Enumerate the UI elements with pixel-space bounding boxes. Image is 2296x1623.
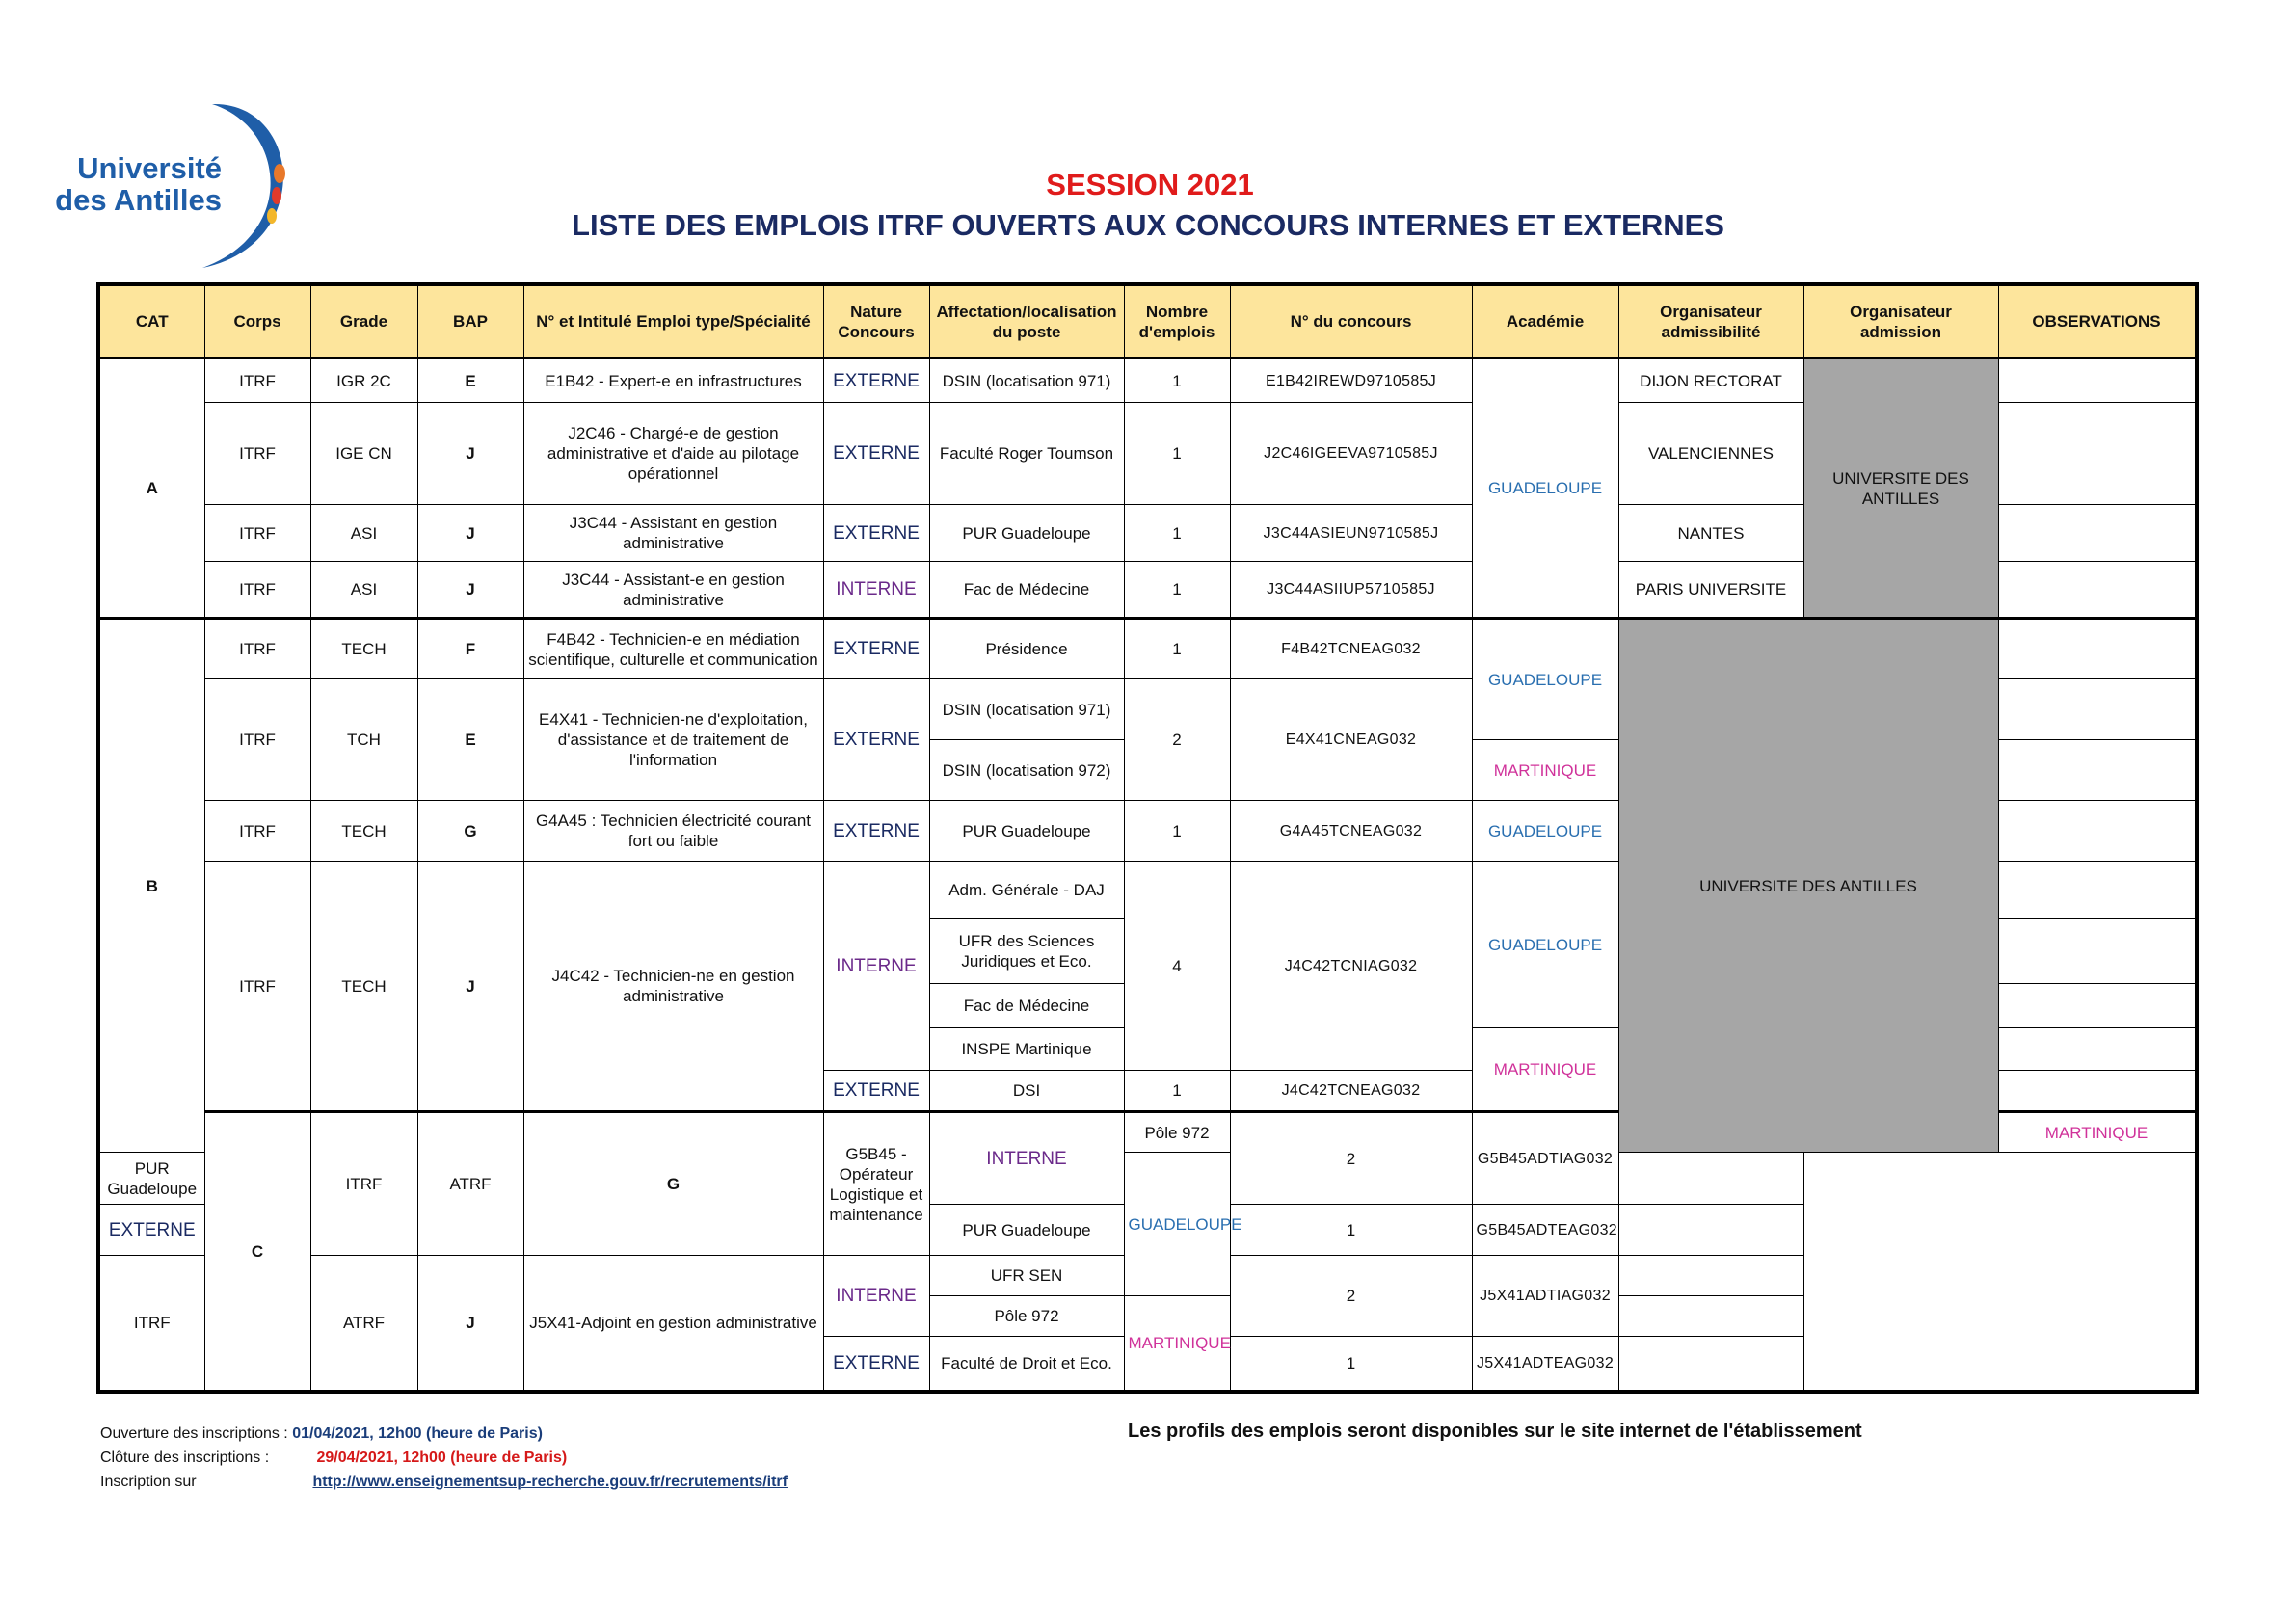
observations-cell xyxy=(1998,505,2195,562)
nature-cell: INTERNE xyxy=(823,562,929,619)
affectation-cell: DSIN (locatisation 971) xyxy=(929,679,1124,740)
nombre-cell: 1 xyxy=(1230,1337,1472,1392)
bap-cell: J xyxy=(417,1256,523,1392)
ouverture-label: Ouverture des inscriptions : xyxy=(100,1425,288,1442)
nombre-cell: 1 xyxy=(1124,505,1230,562)
nombre-cell: 1 xyxy=(1124,403,1230,505)
emploi-cell: J3C44 - Assistant-e en gestion administrative xyxy=(523,562,823,619)
col-header-emploi: N° et Intitulé Emploi type/Spécialité xyxy=(523,284,823,359)
academie-cell: MARTINIQUE xyxy=(1472,740,1618,801)
nombre-cell: 1 xyxy=(1124,801,1230,862)
concours-cell: J5X41ADTIAG032 xyxy=(1472,1256,1618,1337)
observations-cell xyxy=(1618,1205,1803,1256)
affectation-cell: INSPE Martinique xyxy=(929,1028,1124,1071)
grade-cell: TCH xyxy=(310,679,417,801)
observations-cell xyxy=(1998,619,2195,679)
org-admission-cell: UNIVERSITE DES ANTILLES xyxy=(1803,359,1998,619)
nombre-cell: 1 xyxy=(1230,1205,1472,1256)
nature-cell: EXTERNE xyxy=(823,359,929,403)
bap-cell: F xyxy=(417,619,523,679)
page-header xyxy=(0,168,2296,243)
observations-cell xyxy=(1998,403,2195,505)
affectation-cell: Présidence xyxy=(929,619,1124,679)
table-row xyxy=(98,359,2197,403)
emploi-cell: G4A45 : Technicien électricité courant fort ou faible xyxy=(523,801,823,862)
academie-cell: MARTINIQUE xyxy=(1472,1028,1618,1112)
page-title: LISTE DES EMPLOIS ITRF OUVERTS AUX CONCOURS INTERNES ET EXTERNES xyxy=(572,208,1724,242)
nature-cell: INTERNE xyxy=(929,1112,1124,1205)
academie-cell: MARTINIQUE xyxy=(1998,1112,2195,1153)
concours-cell: J3C44ASIIUP5710585J xyxy=(1230,562,1472,619)
col-header-academie: Académie xyxy=(1472,284,1618,359)
ouverture-value: 01/04/2021, 12h00 (heure de Paris) xyxy=(292,1425,543,1442)
academie-cell: MARTINIQUE xyxy=(1124,1296,1230,1392)
col-header-nombre: Nombre d'emplois xyxy=(1124,284,1230,359)
concours-cell: J4C42TCNEAG032 xyxy=(1230,1071,1472,1112)
observations-cell xyxy=(1998,1028,2195,1071)
corps-cell: ITRF xyxy=(310,1112,417,1256)
col-header-corps: Corps xyxy=(204,284,310,359)
col-header-org-admission: Organisateur admission xyxy=(1803,284,1998,359)
nature-cell: EXTERNE xyxy=(823,679,929,801)
org-admissibilite-cell: NANTES xyxy=(1618,505,1803,562)
grade-cell: IGE CN xyxy=(310,403,417,505)
inscription-link[interactable]: http://www.enseignementsup-recherche.gouv.fr/recrutements/itrf xyxy=(312,1474,788,1490)
observations-cell xyxy=(1998,1071,2195,1112)
bap-cell: E xyxy=(417,679,523,801)
emploi-cell: E4X41 - Technicien-ne d'exploitation, d'assistance et de traitement de l'information xyxy=(523,679,823,801)
concours-cell: J3C44ASIEUN9710585J xyxy=(1230,505,1472,562)
affectation-cell: UFR SEN xyxy=(929,1256,1124,1296)
academie-cell: GUADELOUPE xyxy=(1124,1153,1230,1296)
affectation-cell: Faculté de Droit et Eco. xyxy=(929,1337,1124,1392)
nature-cell: INTERNE xyxy=(823,862,929,1071)
grade-cell: ASI xyxy=(310,562,417,619)
organisateur-cell: UNIVERSITE DES ANTILLES xyxy=(1618,619,1998,1153)
concours-cell: J2C46IGEEVA9710585J xyxy=(1230,403,1472,505)
emploi-cell: J4C42 - Technicien-ne en gestion administrative xyxy=(523,862,823,1112)
nature-cell: EXTERNE xyxy=(823,619,929,679)
profiles-note: Les profils des emplois seront disponibles sur le site internet de l'établissement xyxy=(1128,1421,1862,1442)
observations-cell xyxy=(1618,1153,1803,1205)
grade-cell: ATRF xyxy=(310,1256,417,1392)
observations-cell xyxy=(2196,1112,2197,1153)
bap-cell: J xyxy=(417,505,523,562)
nature-cell: EXTERNE xyxy=(823,403,929,505)
inscription-label: Inscription sur xyxy=(100,1474,197,1490)
corps-cell: ITRF xyxy=(204,679,310,801)
bap-cell: J xyxy=(417,862,523,1112)
grade-cell: TECH xyxy=(310,801,417,862)
cat-cell: C xyxy=(204,1112,310,1392)
concours-cell: J4C42TCNIAG032 xyxy=(1230,862,1472,1071)
nombre-cell: 2 xyxy=(1230,1112,1472,1205)
org-admissibilite-cell: DIJON RECTORAT xyxy=(1618,359,1803,403)
affectation-cell: Fac de Médecine xyxy=(929,562,1124,619)
nombre-cell: 1 xyxy=(1124,359,1230,403)
corps-cell: ITRF xyxy=(204,505,310,562)
nature-cell: EXTERNE xyxy=(823,801,929,862)
col-header-bap: BAP xyxy=(417,284,523,359)
observations-cell xyxy=(1998,919,2195,984)
observations-cell xyxy=(1998,359,2195,403)
corps-cell: ITRF xyxy=(204,801,310,862)
col-header-org-admissibilite: Organisateur admissibilité xyxy=(1618,284,1803,359)
academie-cell: GUADELOUPE xyxy=(1472,619,1618,740)
table-row xyxy=(98,619,2197,679)
academie-cell: GUADELOUPE xyxy=(1472,862,1618,1028)
inscription-line xyxy=(100,1470,788,1494)
bap-cell: G xyxy=(417,801,523,862)
nombre-cell: 2 xyxy=(1230,1256,1472,1337)
cat-cell: A xyxy=(98,359,204,619)
affectation-cell: Pôle 972 xyxy=(929,1296,1124,1337)
org-admissibilite-cell: VALENCIENNES xyxy=(1618,403,1803,505)
nombre-cell: 1 xyxy=(1124,619,1230,679)
affectation-cell: Adm. Générale - DAJ xyxy=(929,862,1124,919)
affectation-cell: PUR Guadeloupe xyxy=(929,801,1124,862)
observations-cell xyxy=(1998,562,2195,619)
nombre-cell: 2 xyxy=(1124,679,1230,801)
grade-cell: IGR 2C xyxy=(310,359,417,403)
academie-cell: GUADELOUPE xyxy=(1472,801,1618,862)
emploi-cell: J3C44 - Assistant en gestion administrative xyxy=(523,505,823,562)
observations-cell xyxy=(1618,1296,1803,1337)
observations-cell xyxy=(1998,862,2195,919)
bap-cell: J xyxy=(417,562,523,619)
footer-info xyxy=(100,1422,788,1494)
concours-cell: G5B45ADTIAG032 xyxy=(1472,1112,1618,1205)
org-admissibilite-cell: PARIS UNIVERSITE xyxy=(1618,562,1803,619)
col-header-cat: CAT xyxy=(98,284,204,359)
corps-cell: ITRF xyxy=(204,403,310,505)
affectation-cell: PUR Guadeloupe xyxy=(929,1205,1124,1256)
col-header-concours: N° du concours xyxy=(1230,284,1472,359)
academie-cell: GUADELOUPE xyxy=(1472,359,1618,619)
logo-line-2: des Antilles xyxy=(55,183,222,217)
ouverture-line xyxy=(100,1422,788,1446)
affectation-cell: Fac de Médecine xyxy=(929,984,1124,1028)
concours-cell: G5B45ADTEAG032 xyxy=(1472,1205,1618,1256)
nombre-cell: 4 xyxy=(1124,862,1230,1071)
grade-cell: TECH xyxy=(310,862,417,1112)
grade-cell: TECH xyxy=(310,619,417,679)
observations-cell xyxy=(1998,801,2195,862)
cloture-line xyxy=(100,1446,788,1470)
col-header-observations: OBSERVATIONS xyxy=(1998,284,2195,359)
concours-cell: E1B42IREWD9710585J xyxy=(1230,359,1472,403)
concours-cell: F4B42TCNEAG032 xyxy=(1230,619,1472,679)
affectation-cell: Faculté Roger Toumson xyxy=(929,403,1124,505)
observations-cell xyxy=(1998,679,2195,740)
nombre-cell: 1 xyxy=(1124,562,1230,619)
corps-cell: ITRF xyxy=(204,562,310,619)
observations-cell xyxy=(1618,1337,1803,1392)
logo-line-1: Université xyxy=(77,151,222,185)
cloture-label: Clôture des inscriptions : xyxy=(100,1450,270,1466)
concours-cell: J5X41ADTEAG032 xyxy=(1472,1337,1618,1392)
cloture-value: 29/04/2021, 12h00 (heure de Paris) xyxy=(316,1450,568,1466)
nature-cell: EXTERNE xyxy=(98,1205,204,1256)
emploi-cell: G5B45 - Opérateur Logistique et maintenance xyxy=(823,1112,929,1256)
organisateur-cell xyxy=(2195,1112,2196,1392)
nature-cell: EXTERNE xyxy=(823,1071,929,1112)
col-header-grade: Grade xyxy=(310,284,417,359)
affectation-cell: UFR des Sciences Juridiques et Eco. xyxy=(929,919,1124,984)
corps-cell: ITRF xyxy=(98,1256,204,1392)
observations-cell xyxy=(1618,1256,1803,1296)
corps-cell: ITRF xyxy=(204,359,310,403)
grade-cell: ASI xyxy=(310,505,417,562)
affectation-cell: DSIN (locatisation 971) xyxy=(929,359,1124,403)
nombre-cell: 1 xyxy=(1124,1071,1230,1112)
bap-cell: J xyxy=(417,403,523,505)
nature-cell: EXTERNE xyxy=(823,1337,929,1392)
bap-cell: E xyxy=(417,359,523,403)
col-header-affectation: Affectation/localisation du poste xyxy=(929,284,1124,359)
session-title: SESSION 2021 xyxy=(1046,168,1254,201)
emplois-table xyxy=(96,282,2199,1394)
observations-cell xyxy=(1998,740,2195,801)
observations-cell xyxy=(1998,984,2195,1028)
emploi-cell: J5X41-Adjoint en gestion administrative xyxy=(523,1256,823,1392)
emploi-cell: F4B42 - Technicien-e en médiation scientifique, culturelle et communication xyxy=(523,619,823,679)
nature-cell: EXTERNE xyxy=(823,505,929,562)
col-header-nature: Nature Concours xyxy=(823,284,929,359)
affectation-cell: DSI xyxy=(929,1071,1124,1112)
affectation-cell: Pôle 972 xyxy=(1124,1112,1230,1153)
emploi-cell: E1B42 - Expert-e en infrastructures xyxy=(523,359,823,403)
corps-cell: ITRF xyxy=(204,862,310,1112)
table-header-row xyxy=(98,284,2197,359)
affectation-cell: DSIN (locatisation 972) xyxy=(929,740,1124,801)
nature-cell: INTERNE xyxy=(823,1256,929,1337)
emploi-cell: J2C46 - Chargé-e de gestion administrative et d'aide au pilotage opérationnel xyxy=(523,403,823,505)
grade-cell: ATRF xyxy=(417,1112,523,1256)
affectation-cell: PUR Guadeloupe xyxy=(98,1153,204,1205)
cat-cell: B xyxy=(98,619,204,1153)
concours-cell: E4X41CNEAG032 xyxy=(1230,679,1472,801)
bap-cell: G xyxy=(523,1112,823,1256)
corps-cell: ITRF xyxy=(204,619,310,679)
concours-cell: G4A45TCNEAG032 xyxy=(1230,801,1472,862)
affectation-cell: PUR Guadeloupe xyxy=(929,505,1124,562)
